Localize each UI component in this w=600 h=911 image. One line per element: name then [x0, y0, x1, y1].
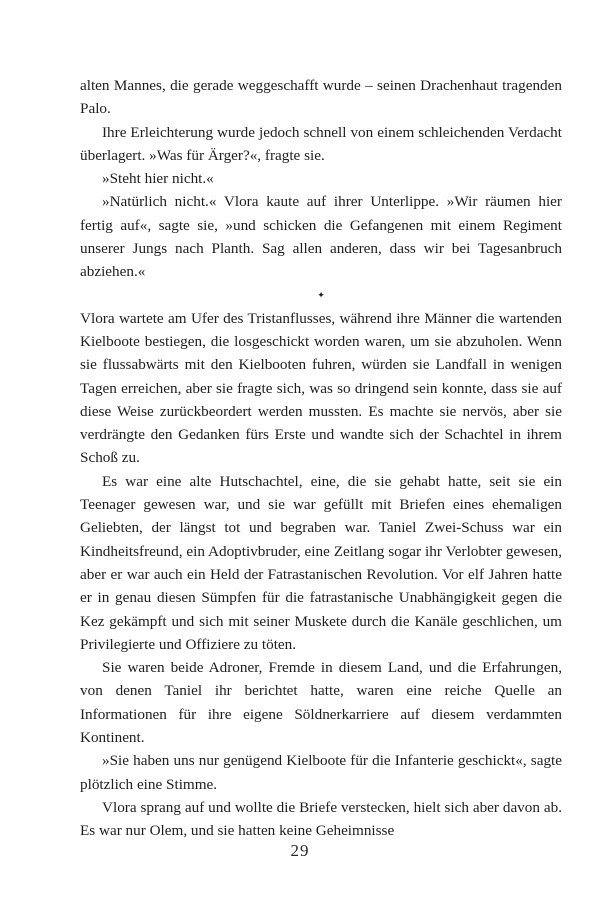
- paragraph: »Steht hier nicht.«: [102, 170, 214, 188]
- section-break-ornament: ✦: [317, 289, 325, 300]
- paragraph-continued: alten Mannes, die gerade weggeschafft wurde – seinen Drachenhaut tragenden Palo.: [80, 77, 562, 118]
- book-page-body: [80, 74, 562, 843]
- paragraph-section-start: Vlora wartete am Ufer des Tristanflusses, während ihre Männer die wartenden Kielboote bestiegen, die losgeschickt worden waren, um sie abzuholen. Wenn sie flussabwärts mit den Kielbooten fuhren, würden sie Landfall in wenigen Tagen erreichen, aber sie fragte sich, was so dringend sein konnte, dass sie auf diese Weise zurückbeordert werden mussten. Es machte sie nervös, aber sie verdrängte den Gedanken fürs Erste und wandte sich der Schachtel in ihrem Schoß zu.: [80, 309, 562, 467]
- paragraph: Vlora sprang auf und wollte die Briefe verstecken, hielt sich aber davon ab. Es war nur Olem, und sie hatten keine Geheimnisse: [80, 798, 562, 840]
- paragraph: »Sie haben uns nur genügend Kielboote für die Infanterie geschickt«, sagte plötzlich eine Stimme.: [80, 752, 562, 793]
- page-number: 29: [290, 841, 310, 860]
- paragraph: Es war eine alte Hutschachtel, eine, die sie gehabt hatte, seit sie ein Teenager gewesen war, und sie war gefüllt mit Briefen eines ehemaligen Geliebten, der längst tot und begraben war. Taniel Zwei-Schuss war ein Kindheitsfreund, ein Adoptivbruder, eine Zeitlang sogar ihr Verlobter gewesen, aber er war auch ein Held der Fatrastanischen Revolution. Vor elf Jahren hatte er in genau diesen Sümpfen für die fatrastanische Unabhängigkeit gegen die Kez gekämpft und sich mit seiner Muskete durch die Kanäle geschlichen, um Privilegierte und Offiziere zu töten.: [80, 472, 562, 653]
- paragraph: »Natürlich nicht.« Vlora kaute auf ihrer Unterlippe. »Wir räumen hier fertig auf«, sagte sie, »und schicken die Gefangenen mit einem Regiment unserer Jungs nach Planth. Sag allen anderen, dass wir bei Tagesanbruch abziehen.«: [80, 193, 562, 281]
- paragraph: Ihre Erleichterung wurde jedoch schnell von einem schleichenden Verdacht überlagert. »Was für Ärger?«, fragte sie.: [80, 123, 562, 164]
- paragraph: Sie waren beide Adroner, Fremde in diesem Land, und die Erfahrungen, von denen Taniel ihr berichtet hatte, waren eine reiche Quelle an Informationen für ihre eigene Söldnerkarriere auf diesem verdammten Kontinent.: [80, 659, 562, 747]
